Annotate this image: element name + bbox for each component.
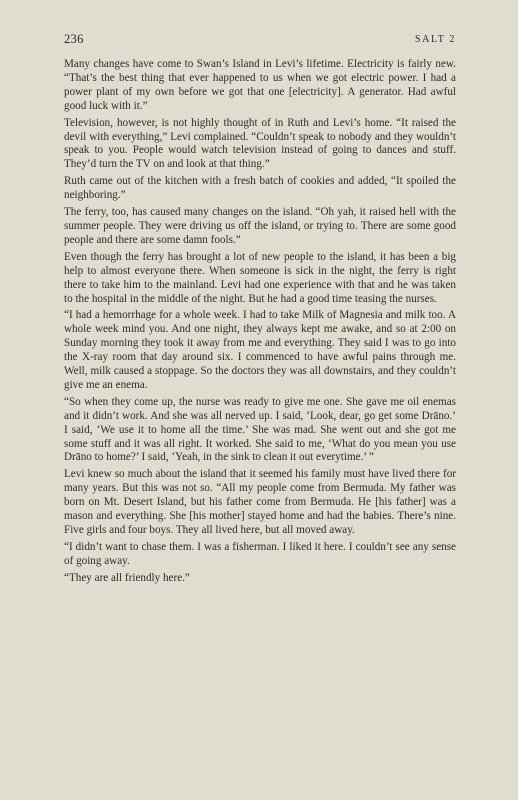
paragraph: Even though the ferry has brought a lot of new people to the island, it has been a big help to almost everyone there. When someone is sick in the night, the ferry is right there to take him to the mainland. Levi had one experience with that and he was taken to the hospital in the middle of the night. But he had a good time teasing the nurses. (64, 250, 456, 305)
paragraph: The ferry, too, has caused many changes on the island. “Oh yah, it raised hell with the summer people. They were driving us off the island, or trying to. There are some good people and there are some damn fools.” (64, 206, 456, 246)
paragraph: Television, however, is not highly thought of in Ruth and Levi’s home. “It raised the devil with everything,” Levi complained. “Couldn’t speak to nobody and they wouldn’t speak to you. People would watch television instead of going to dances and stuff. They’d turn the TV on and look at that thing.” (64, 116, 456, 171)
paragraph: “They are all friendly here.” (64, 571, 190, 584)
paragraph: Many changes have come to Swan’s Island in Levi’s lifetime. Electricity is fairly new. “That’s the best thing that ever happened to us when we got electric power. I had a power plant of my own before we got that one [electricity]. A generator. Had awful good luck with it.” (64, 58, 456, 112)
paragraph: “So when they come up, the nurse was ready to give me one. She gave me oil enemas and it didn’t work. And she was all nerved up. I said, ‘Look, dear, go get some Drāno.’ I said, ‘We use it to home all the time.’ She was mad. She went out and she got me some stuff and it was all right. It worked. She said to me, ‘What do you mean you use Drāno to home?’ I said, ‘Yeah, in the sink to clean it out everytime.’ ” (64, 395, 456, 464)
paragraph: “I had a hemorrhage for a whole week. I had to take Milk of Magnesia and milk too. A whole week mind you. And one night, they always kept me awake, and so at 2:00 on Sunday morning they took it away from me and everything. They said I was to go into the X-ray room that day around six. I commenced to have awful pains through me. Well, milk caused a stoppage. So the doctors they was all downstairs, and they couldn’t give me an enema. (64, 309, 456, 391)
paragraph: Ruth came out of the kitchen with a fresh batch of cookies and added, “It spoiled the neighboring.” (64, 175, 456, 202)
body-text (64, 58, 456, 586)
page-header (64, 32, 456, 48)
running-head: SALT 2 (414, 34, 456, 45)
page-number: 236 (64, 32, 84, 46)
paragraph: Levi knew so much about the island that it seemed his family must have lived there for many years. But this was not so. “All my people come from Bermuda. My father was born on Mt. Desert Island, but his father come from Bermuda. He [his father] was a mason and everything. She [his mother] stayed home and had the babies. There’s nine. Five girls and four boys. They all lived here, but all moved away. (64, 468, 456, 536)
paragraph: “I didn’t want to chase them. I was a fisherman. I liked it here. I couldn’t see any sense of going away. (64, 540, 456, 567)
